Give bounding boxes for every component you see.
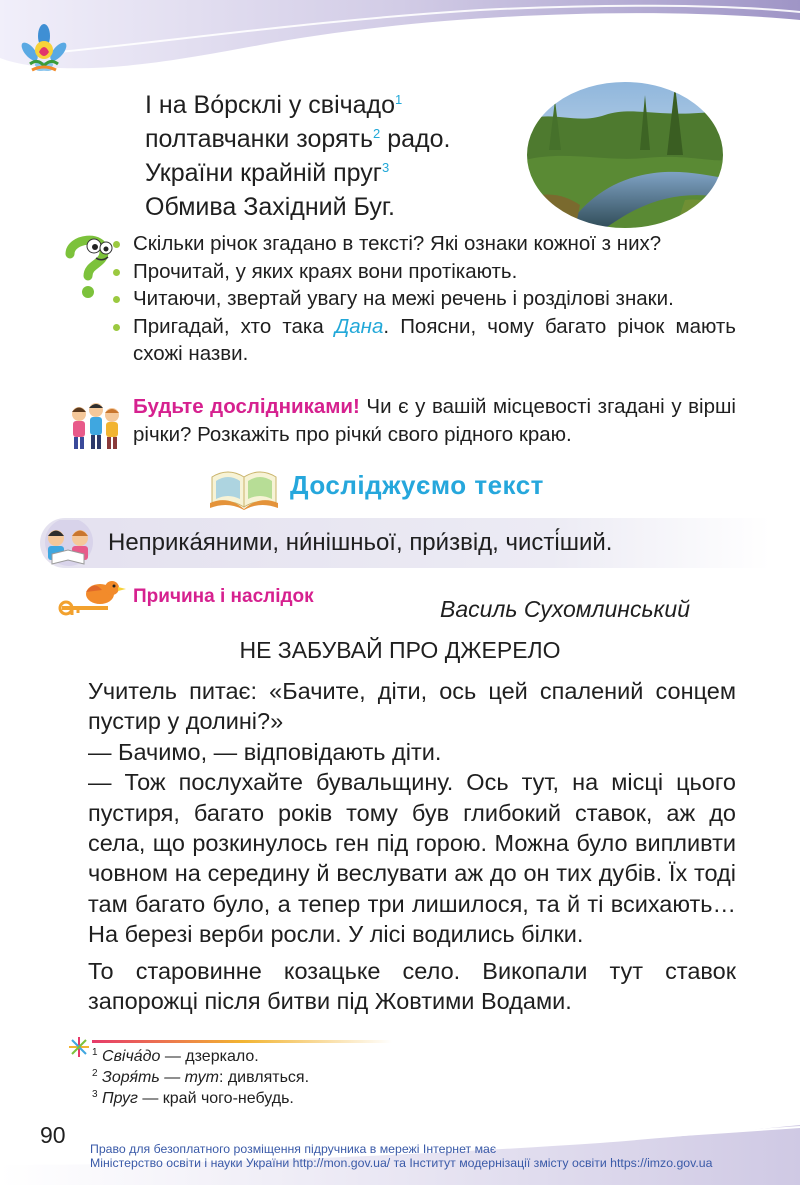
cause-effect-label: Причина і наслідок bbox=[133, 586, 314, 607]
poem-line-2: полтавчанки зорять$^2$ радо. bbox=[145, 125, 451, 153]
footnote-ref-3: 3 bbox=[381, 160, 390, 175]
footnote-ref-2: 2 bbox=[373, 126, 381, 141]
question-list bbox=[113, 230, 736, 368]
footnote-ref-1: 1 bbox=[395, 92, 403, 107]
bird-on-key-icon bbox=[58, 578, 130, 620]
research-task-heading: Будьте дослідниками! bbox=[133, 395, 360, 418]
top-wave-decoration bbox=[0, 0, 800, 90]
license-notice: Право для безоплатного розміщення підручника в мережі Інтернет має Міністерство освіти і науки України http://mon.gov.ua/ та Інститут модернізації змісту освіти https://imzo.gov.ua bbox=[90, 1142, 713, 1170]
children-group-icon bbox=[65, 400, 125, 452]
highlighted-name: Дана bbox=[334, 314, 384, 338]
poem-line-1: І на Во́рсклі у свічадо$^1$ bbox=[145, 91, 403, 119]
open-book-icon bbox=[208, 465, 280, 510]
list-item: Прочитай, у яких краях вони протікають. bbox=[113, 258, 736, 286]
list-item: Читаючи, звертай увагу на межі речень і розділові знаки. bbox=[113, 285, 736, 313]
footnote-star-icon bbox=[68, 1036, 90, 1058]
footnote-3: $^3$ Пруг — край чого-небудь. bbox=[92, 1089, 294, 1107]
question-mark-character-icon bbox=[60, 232, 116, 302]
reading-children-icon bbox=[38, 520, 100, 568]
poem-line-4: Обмива Західний Буг. bbox=[145, 193, 395, 221]
list-item: Скільки річок згадано в тексті? Які ознаки кожної з них? bbox=[113, 230, 736, 258]
list-item: Пригадай, хто така Дана. Поясни, чому багато річок мають схожі назви. bbox=[113, 313, 736, 368]
story-paragraph: — Тож послухайте бувальщину. Ось тут, на місці цього пустиря, багато років тому був глибокий ставок, аж до села, що розкинулось ген під горою. Можна було випливти човном на середину й веслувати аж до он тих дубів. Їх тоді там багато було, а тепер три лишилося, та й ті всихають… На березі верби росли. У лісі водились білки. bbox=[88, 769, 736, 948]
story-paragraph: То старовинне козацьке село. Викопали тут ставок запорожці після битви під Жовтими Водами. bbox=[88, 957, 736, 1015]
flower-logo-icon bbox=[18, 20, 70, 82]
story-paragraph: Учитель питає: «Бачите, діти, ось цей спалений сонцем пустир у долині?» bbox=[88, 678, 736, 735]
poem-line-3: України крайній пруг$^3$ bbox=[145, 159, 390, 187]
author-name: Василь Сухомлинський bbox=[440, 596, 690, 622]
story-text bbox=[88, 676, 736, 1016]
vocabulary-words: Неприка́яними, ни́нішньої, при́звід, чисті́ший. bbox=[108, 529, 613, 556]
footnote-1: $^1$ Свіча́до — дзеркало. bbox=[92, 1047, 259, 1065]
story-paragraph: — Бачимо, — відповідають діти. bbox=[88, 738, 442, 765]
poem bbox=[145, 88, 450, 224]
research-task: Будьте дослідниками! Чи є у вашій місцевості згадані у вірші річки? Розкажіть про річки́ свого рідного краю. bbox=[133, 395, 736, 446]
story-title: НЕ ЗАБУВАЙ ПРО ДЖЕРЕЛО bbox=[239, 637, 561, 663]
river-photo bbox=[525, 80, 725, 230]
footnote-2: $^2$ Зоря́ть — тут: дивляться. bbox=[92, 1068, 310, 1086]
section-title: Досліджуємо текст bbox=[290, 470, 544, 500]
footnote-divider bbox=[92, 1040, 392, 1043]
page-number: 90 bbox=[40, 1122, 66, 1148]
